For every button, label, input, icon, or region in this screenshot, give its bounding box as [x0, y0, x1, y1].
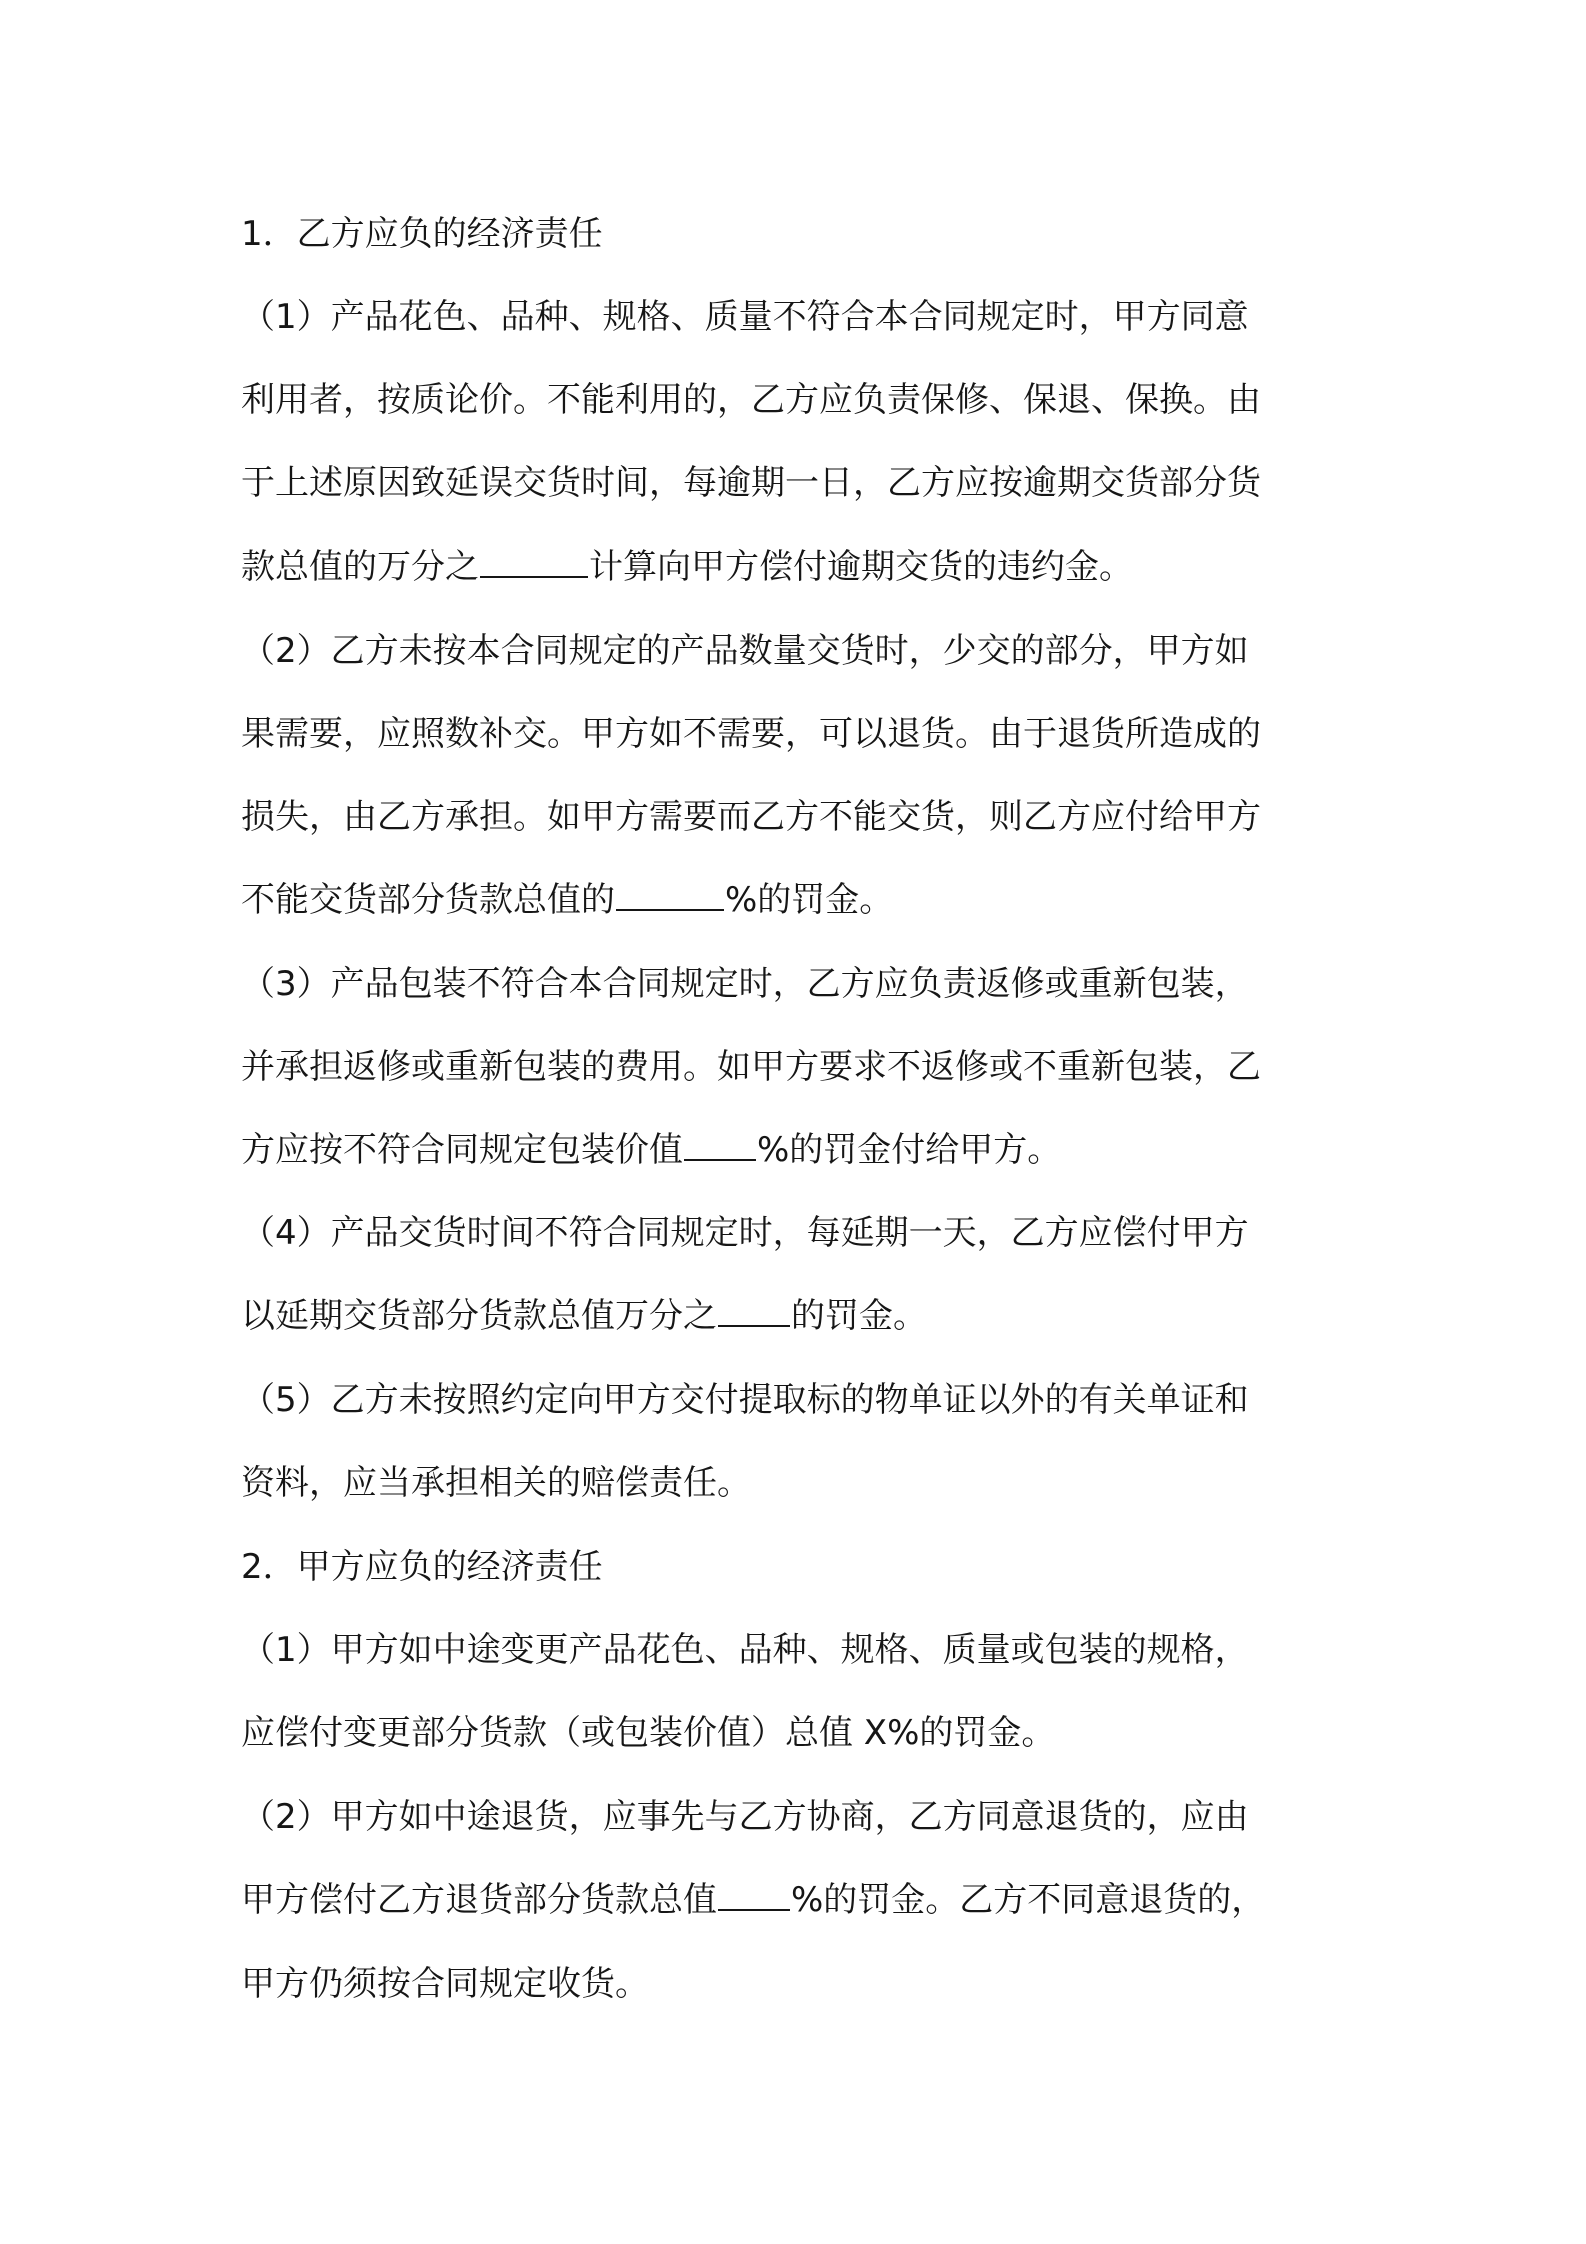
fill-in-blank — [616, 881, 724, 911]
text-segment: 计算向甲方偿付逾期交货的违约金。 — [589, 547, 1133, 587]
fill-in-blank — [718, 1297, 790, 1327]
s1-item1-line2: 利用者，按质论价。不能利用的，乙方应负责保修、保退、保换。由 — [241, 380, 1261, 420]
text-segment: 以延期交货部分货款总值万分之 — [241, 1296, 717, 1336]
s1-item5-line2: 资料，应当承担相关的赔偿责任。 — [241, 1463, 751, 1503]
s1-item3-line1: （3）产品包装不符合本合同规定时，乙方应负责返修或重新包装， — [241, 964, 1249, 1004]
s1-item2-line1: （2）乙方未按本合同规定的产品数量交货时，少交的部分，甲方如 — [241, 631, 1249, 671]
s1-item4-line1: （4）产品交货时间不符合同规定时，每延期一天，乙方应偿付甲方 — [241, 1213, 1249, 1253]
s1-item1-line4 — [241, 546, 1133, 588]
fill-in-blank — [718, 1881, 790, 1911]
fill-in-blank — [684, 1131, 756, 1161]
s2-item2-line1: （2）甲方如中途退货，应事先与乙方协商，乙方同意退货的，应由 — [241, 1797, 1249, 1837]
text-segment: 方应按不符合同规定包装价值 — [241, 1130, 683, 1170]
s1-item3-line3 — [241, 1129, 1061, 1171]
s1-item5-line1: （5）乙方未按照约定向甲方交付提取标的物单证以外的有关单证和 — [241, 1380, 1249, 1420]
s2-item2-line3: 甲方仍须按合同规定收货。 — [241, 1964, 649, 2004]
s1-item3-line2: 并承担返修或重新包装的费用。如甲方要求不返修或不重新包装，乙 — [241, 1047, 1261, 1087]
fill-in-blank — [480, 548, 588, 578]
section-1-heading: 1．乙方应负的经济责任 — [241, 214, 603, 254]
s2-item1-line2: 应偿付变更部分货款（或包装价值）总值 X%的罚金。 — [241, 1713, 1056, 1753]
s1-item2-line2: 果需要，应照数补交。甲方如不需要，可以退货。由于退货所造成的 — [241, 714, 1261, 754]
s2-item1-line1: （1）甲方如中途变更产品花色、品种、规格、质量或包装的规格， — [241, 1630, 1249, 1670]
text-segment: %的罚金。乙方不同意退货的， — [791, 1880, 1266, 1920]
s1-item4-line2 — [241, 1295, 927, 1337]
text-segment: 不能交货部分货款总值的 — [241, 880, 615, 920]
section-2-heading: 2．甲方应负的经济责任 — [241, 1547, 603, 1587]
s1-item2-line3: 损失，由乙方承担。如甲方需要而乙方不能交货，则乙方应付给甲方 — [241, 797, 1261, 837]
s1-item2-line4 — [241, 879, 893, 921]
text-segment: 的罚金。 — [791, 1296, 927, 1336]
s2-item2-line2 — [241, 1879, 1265, 1921]
s1-item1-line1: （1）产品花色、品种、规格、质量不符合本合同规定时，甲方同意 — [241, 297, 1249, 337]
text-segment: 款总值的万分之 — [241, 547, 479, 587]
text-segment: %的罚金付给甲方。 — [757, 1130, 1062, 1170]
text-segment: 甲方偿付乙方退货部分货款总值 — [241, 1880, 717, 1920]
s1-item1-line3: 于上述原因致延误交货时间，每逾期一日，乙方应按逾期交货部分货 — [241, 463, 1261, 503]
text-segment: %的罚金。 — [725, 880, 894, 920]
